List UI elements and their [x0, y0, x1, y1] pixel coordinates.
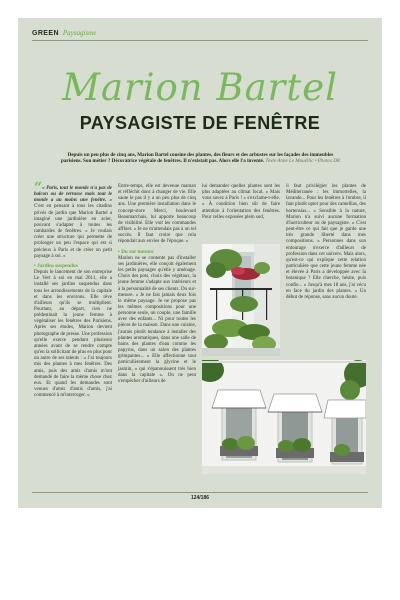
column-2-para-2: Marion ne se contente pas d'installer ses jardinières, elle conçoit également les petits paysages qu'elle y aménage. Choix des pots, choix des végétaux, la jeune femme s'adapte aux intérieurs et à la personnalité de ses clients. Du sur-mesure. « Je ne fais jamais deux fois le même paysage. Je ne propose pas les mêmes compositions pour une personne seule, un couple, une famille avec des enfants... Ni pour toutes les pièces de la maison. Dans une cuisine, j'aurais plutôt tendance à installer des plantes aromatiques, dans une salle de bains des plantes d'eau comme les papyrus, dans un salon des plantes grimpantes... » Elle affectionne tout particulièrement la glycine et le jasmin, « qui s'épanouissent très bien dans la capitale ». On ne peut s'empêcher d'ailleurs de	[118, 255, 196, 384]
article-chapo	[58, 152, 343, 165]
article-title-subtitle: PAYSAGISTE DE FENÊTRE	[79, 113, 321, 133]
subheading-sur-mesure: • Du sur mesure	[118, 248, 154, 255]
column-4-para-1: il faut privilégier les plantes de Méditerranée : les immortelles, la lavande... Pour les fenêtres à l'ombre, il faut plutôt opter pour des camellias, des hortensias... » Sensible à la nature, Marion n'a suivi aucune formation d'horticulteur ou de paysagiste. « C'est peut-être ce qui fait que je garde une très grande liberté dans mes compositions. » Personnes dans son entourage n'exerce d'ailleurs de profession dans cet univers. Mais alors, qu'est-ce qui explique cette relation particulière que cette jeune femme née et élevée à Paris a développée avec la botanique ? Elle cherche, hésite, puis confie... « Jusqu'à mes 18 ans, j'ai vécu en face du jardin des plantes. » Un début de réponse, sans aucun doute.	[286, 184, 366, 300]
page-number: 124/186	[190, 495, 210, 501]
column-4	[286, 184, 366, 303]
column-2-para-1: Entre-temps, elle est devenue maman et réfléchit donc à changer de vie. Elle saute le pas il y a un peu plus de cinq ans. Une première installation dans le concept-store Merci, boulevard Beaumarchais, lui apporte beaucoup de visibilité. Elle voit les commandes affluer. « Je ne m'attendais pas à un tel succès. Il faut croire que cela répondait aux envies de l'époque. »	[118, 184, 196, 245]
column-2	[118, 184, 196, 387]
byline: Texte Anne Le Mouëllic • Photos DR	[265, 158, 341, 165]
section-header	[32, 29, 96, 37]
photo-balcony-planters	[202, 244, 280, 356]
article-title-name: Marion Bartel	[62, 66, 338, 109]
footer-rule	[32, 492, 368, 493]
subheading-jardins: • Jardins suspendus	[34, 262, 78, 269]
photo-facade-awnings	[202, 360, 366, 474]
lead-quote: « Paris, tout le monde n'a pas de balcon ou de terrasse mais tout le monde a au moins une fenêtre. »	[34, 186, 112, 204]
quote-mark-icon: “	[34, 180, 43, 196]
subsection-label: Paysagisme	[62, 29, 97, 37]
magazine-page	[18, 18, 382, 508]
chapo-text: Depuis un peu plus de cinq ans, Marion Bartel cousine des plantes, des fleurs et des arbustes sur les façades des immeubles parisiens. Son métier ? Décoratrice végétale de fenêtres. Il n'existait pas. Alors elle l'a inventé.	[60, 152, 334, 165]
header-rule	[32, 40, 368, 41]
column-1-para-2: Depuis le lancement de son entreprise Le Vert à soi en mai 2011, elle a installé ses jardins suspendus dans tous les arrondissements de la capitale et dans les environs. Elle rêve d'ailleurs qu'ils se multiplient. Pourtant, au départ, rien ne prédestinait la jeune femme à végétaliser les fenêtres des Parisiens. Après ses études, Marion devient photographe de presse. Une profession qu'elle exerce pendant plusieurs années avant de se rendre compte qu'en la sollicitant de plus en plus pour un autre de ses talents : « J'ai toujours mis des plantes à mes fenêtres. Des amis, puis des amis d'amis m'ont demandé de faire la même chose chez eux. Et quand les demandes sont venues d'amis d'amis d'amis, j'ai commencé à m'interroger. »	[34, 270, 112, 399]
column-1	[34, 180, 112, 401]
column-3	[202, 184, 280, 223]
section-label: GREEN	[32, 30, 59, 37]
column-3-para-1: lui demander quelles plantes sont les plus adaptées au climat local. « Mais vous savez à Paris ! » s'exclame-t-elle. « À condition bien sûr de faire attention à l'orientation des fenêtres. Pour celles exposées plein sud,	[202, 184, 280, 220]
column-1-para-1: C'est en pensant à tous les citadins privés de jardin que Marion Bartel a imaginé une jardinière en acier, pouvant s'adapter à toutes les rambardes de fenêtres. « Je voulais créer une structure qui permette de prolonger un peu l'espace qui est si précieux à Paris et de créer un petit paysage à soi. »	[34, 204, 112, 259]
